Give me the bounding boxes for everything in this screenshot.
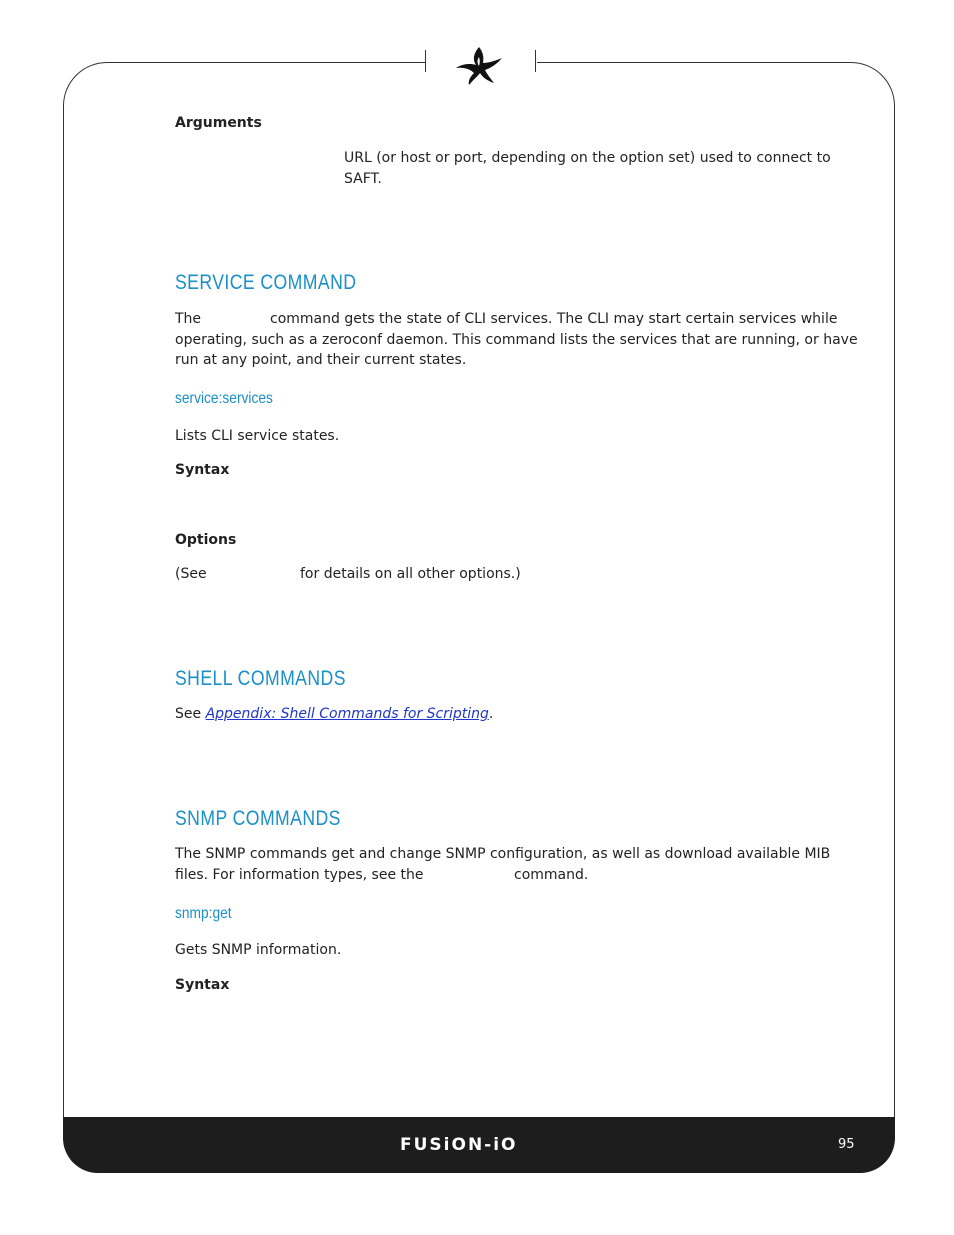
service-intro-the: The <box>175 311 202 327</box>
service-options-label: Options <box>175 532 237 548</box>
service-intro-line3: run at any point, and their current states. <box>175 352 467 368</box>
header-tick-left <box>425 50 426 72</box>
snmp-intro-line1: The SNMP commands get and change SNMP configuration, as well as download available MIB <box>175 846 831 862</box>
page-number: 95 <box>838 1137 855 1152</box>
url-description-line1: URL (or host or port, depending on the option set) used to connect to <box>344 150 831 166</box>
snmp-commands-heading: SNMP COMMANDS <box>175 807 341 830</box>
url-description-line2: SAFT. <box>344 171 382 187</box>
snmp-intro-line2a: files. For information types, see the <box>175 867 424 883</box>
appendix-shell-commands-link[interactable]: Appendix: Shell Commands for Scripting <box>205 706 489 722</box>
service-syntax-label: Syntax <box>175 462 230 478</box>
arguments-heading: Arguments <box>175 115 262 131</box>
options-see: (See <box>175 566 207 582</box>
snmp-get-heading: snmp:get <box>175 905 232 922</box>
header-tick-right <box>535 50 536 72</box>
shell-see-text: See <box>175 706 202 722</box>
page-frame <box>63 62 895 1172</box>
footer-brand-logo: FUSiON-iO <box>400 1135 518 1155</box>
service-command-heading: SERVICE COMMAND <box>175 271 357 294</box>
snmp-intro-line2b: command. <box>514 867 589 883</box>
service-intro-line2: operating, such as a zeroconf daemon. This command lists the services that are running, or have <box>175 332 858 348</box>
snmp-get-description: Gets SNMP information. <box>175 942 342 958</box>
service-services-heading: service:services <box>175 390 273 407</box>
shell-see-paragraph <box>175 704 493 725</box>
shell-period: . <box>488 706 494 722</box>
service-intro-line1: command gets the state of CLI services. The CLI may start certain services while <box>270 311 838 327</box>
snmp-syntax-label: Syntax <box>175 977 230 993</box>
options-details: for details on all other options.) <box>300 566 521 582</box>
shell-commands-heading: SHELL COMMANDS <box>175 667 346 690</box>
service-services-description: Lists CLI service states. <box>175 428 340 444</box>
fusion-io-star-logo-icon <box>452 43 506 87</box>
